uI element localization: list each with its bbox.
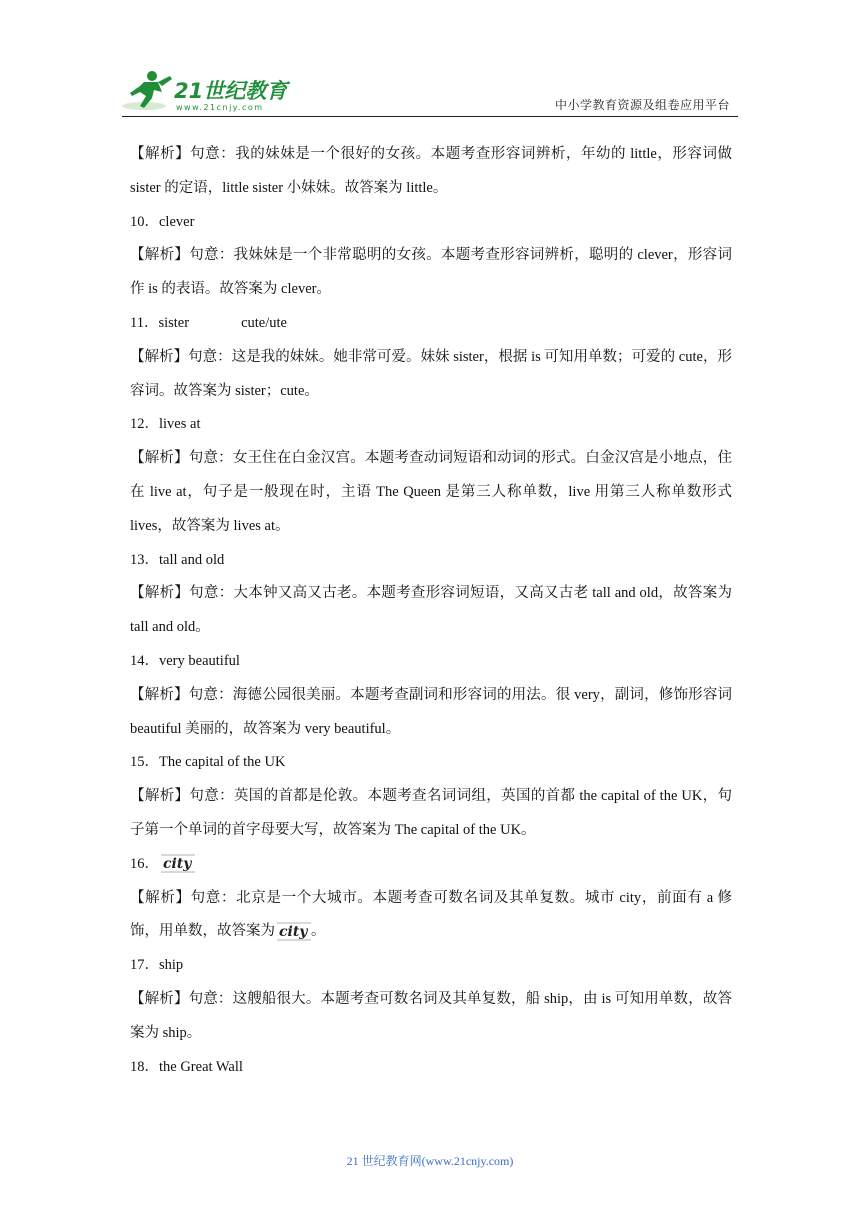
handwritten-word: city	[163, 856, 192, 873]
analysis-paragraph	[130, 882, 732, 950]
item-number: 11．	[130, 314, 159, 331]
answer-text: ship	[159, 957, 184, 974]
answer-item	[130, 645, 732, 679]
analysis-paragraph: 【解析】句意：海德公园很美丽。本题考查副词和形容词的用法。很 very，副词，修饰形容词 beautiful 美丽的，故答案为 very beautiful。	[130, 686, 732, 737]
item-number: 10．	[130, 213, 159, 230]
answer-text: lives at	[159, 416, 201, 433]
answer-item	[130, 746, 732, 780]
answer-item	[130, 1051, 732, 1085]
answer-item	[130, 848, 732, 882]
item-number: 17．	[130, 957, 159, 974]
answer-text: sister	[158, 314, 190, 331]
analysis-paragraph: 【解析】句意：这艘船很大。本题考查可数名词及其单复数，船 ship，由 is 可知用单数，故答案为 ship。	[130, 990, 732, 1041]
analysis-paragraph: 【解析】句意：我妹妹是一个非常聪明的女孩。本题考查形容词辨析，聪明的 clever，形容词作 is 的表语。故答案为 clever。	[130, 247, 732, 298]
analysis-paragraph: 【解析】句意：我的妹妹是一个很好的女孩。本题考查形容词辨析，年幼的 little，形容词做 sister 的定语，little sister 小妹妹。故答案为 little。	[130, 146, 732, 196]
item-number: 13．	[130, 551, 159, 568]
answer-text: clever	[159, 213, 195, 230]
answer-text: very beautiful	[159, 652, 240, 669]
item-number: 14．	[130, 652, 159, 669]
analysis-text: 【解析】句意：北京是一个大城市。本题考查可数名词及其单复数。城市 city，前面有 a 修饰，用单数，故答案为	[130, 889, 732, 940]
item-number: 12．	[130, 416, 159, 433]
answer-item	[130, 206, 732, 240]
analysis-tail: 。	[311, 923, 326, 940]
page-footer: 21 世纪教育网(www.21cnjy.com)	[346, 1154, 514, 1168]
header-divider	[122, 116, 738, 117]
answer-item	[130, 544, 732, 578]
analysis-paragraph: 【解析】句意：英国的首都是伦敦。本题考查名词词组，英国的首都 the capital of the UK，句子第一个单词的首字母要大写，故答案为 The capital of the UK。	[130, 788, 732, 838]
answer-item	[130, 408, 732, 442]
answer-content	[130, 138, 732, 1084]
site-logo	[122, 68, 292, 114]
platform-name: 中小学教育资源及组卷应用平台	[554, 98, 730, 112]
handwritten-word: city	[279, 924, 308, 940]
page-header	[0, 0, 860, 120]
analysis-paragraph: 【解析】句意：这是我的妹妹。她非常可爱。妹妹 sister，根据 is 可知用单数；可爱的 cute，形容词。故答案为 sister；cute。	[130, 348, 732, 399]
analysis-paragraph: 【解析】句意：女王住在白金汉宫。本题考查动词短语和动词的形式。白金汉宫是小地点，住在 live at，句子是一般现在时，主语 The Queen 是第三人称单数，live 用第三人称单数形式 lives，故答案为 lives at。	[130, 450, 732, 534]
item-number: 15．	[130, 754, 159, 771]
answer-text: the Great Wall	[159, 1058, 243, 1075]
answer-text: tall and old	[159, 551, 225, 568]
answer-item	[130, 949, 732, 983]
logo-url: www.21cnjy.com	[176, 103, 264, 112]
analysis-paragraph: 【解析】句意：大本钟又高又古老。本题考查形容词短语，又高又古老 tall and old，故答案为 tall and old。	[130, 585, 732, 636]
answer-text: The capital of the UK	[159, 754, 286, 771]
item-number: 16．	[130, 855, 159, 872]
runner-icon	[122, 71, 172, 110]
answer-item	[130, 307, 732, 341]
handwritten-word-image	[161, 852, 195, 876]
answer-text-alt: cute/ute	[241, 314, 287, 331]
item-number: 18．	[130, 1058, 159, 1075]
handwritten-word-image	[277, 920, 311, 944]
logo-text: 21世纪教育	[174, 79, 288, 103]
